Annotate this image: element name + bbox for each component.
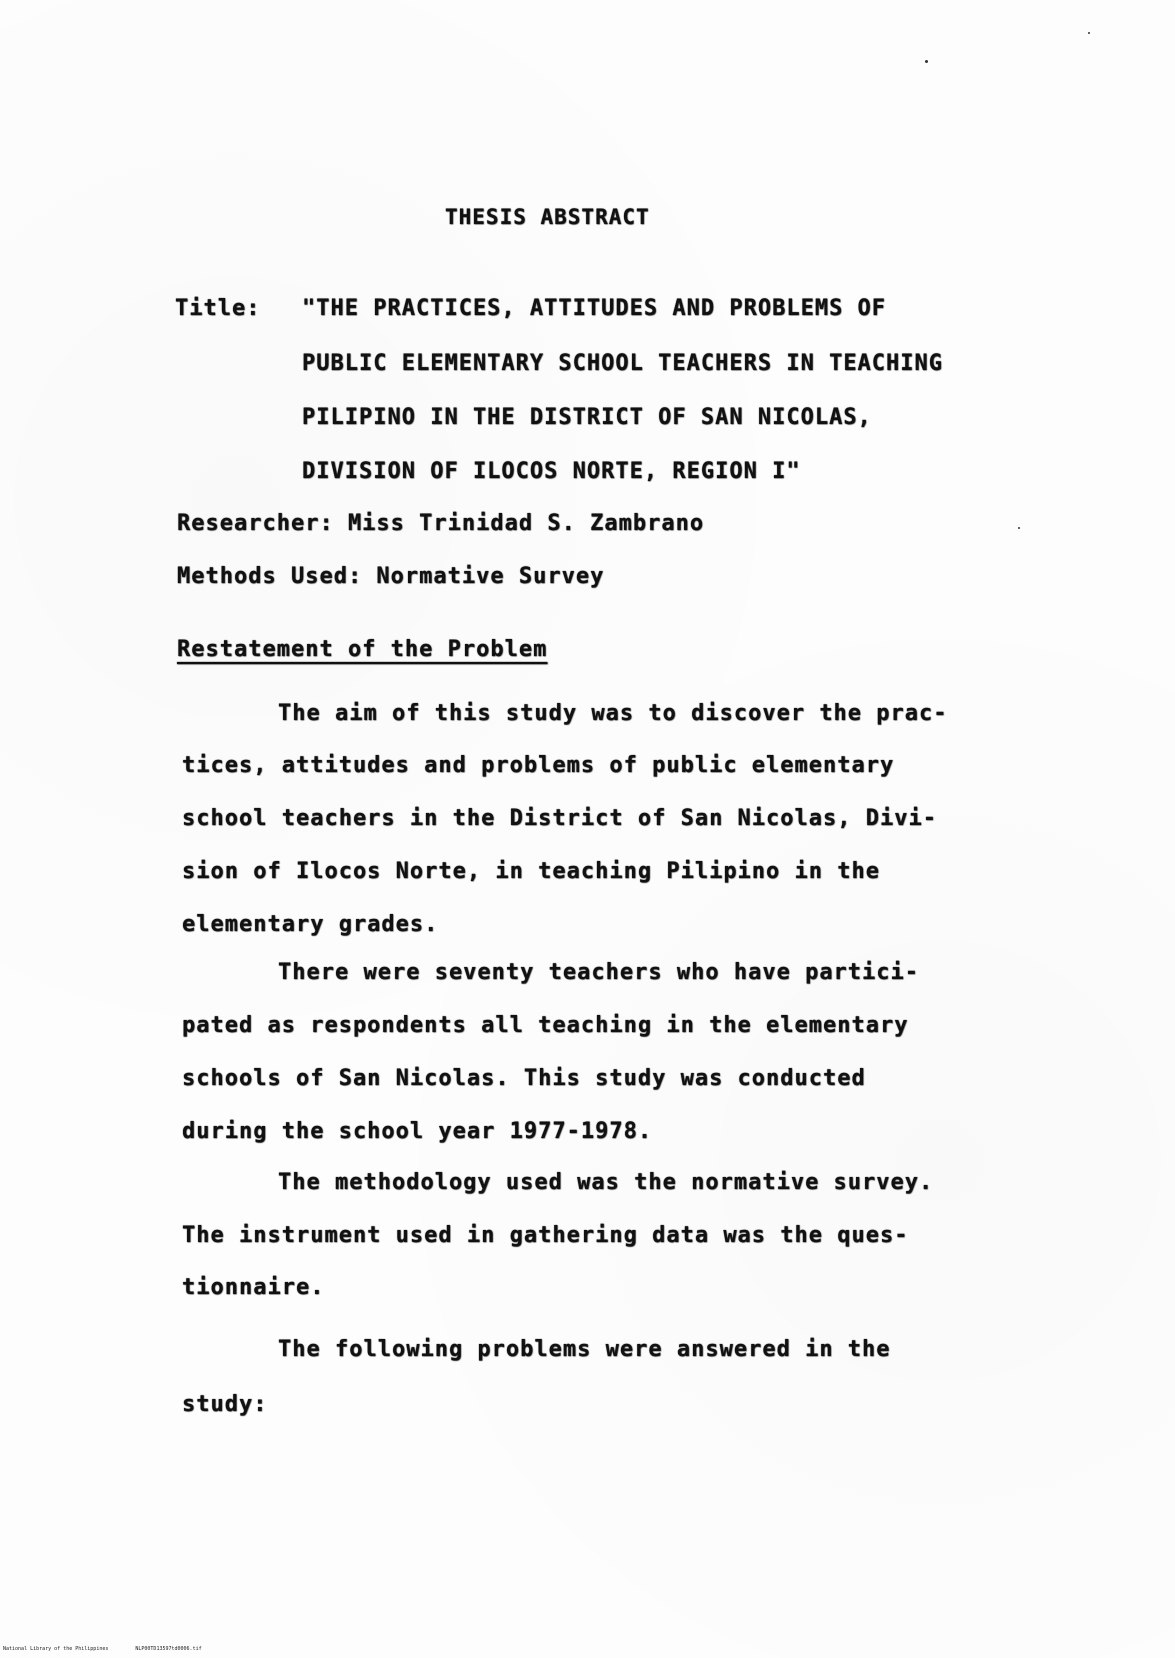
title-line: PUBLIC ELEMENTARY SCHOOL TEACHERS IN TEACHING [302,351,944,376]
paragraph-line: The aim of this study was to discover the prac- [278,701,948,726]
footer-file: NLP00TD13597td0006.tif [135,1646,202,1652]
paragraph-line: elementary grades. [182,912,439,937]
paragraph-line: pated as respondents all teaching in the elementary [182,1013,909,1038]
title-line: PILIPINO IN THE DISTRICT OF SAN NICOLAS, [302,405,872,430]
paragraph-line: There were seventy teachers who have partici- [278,960,920,985]
paragraph-line: school teachers in the District of San Nicolas, Divi- [182,806,937,831]
paragraph-line: The following problems were answered in the [278,1337,891,1362]
title-label: Title: [175,296,261,321]
paragraph-line: The instrument used in gathering data was the ques- [182,1223,909,1248]
section-heading: Restatement of the Problem [177,637,548,662]
scan-speck [1088,32,1090,34]
paragraph-line: The methodology used was the normative survey. [278,1170,934,1195]
scan-speck [1018,527,1020,529]
footer-library: National Library of the Philippines [3,1646,109,1652]
title-line: "THE PRACTICES, ATTITUDES AND PROBLEMS OF [302,296,887,321]
scan-footer [3,1646,226,1652]
researcher-line: Researcher: Miss Trinidad S. Zambrano [177,511,705,536]
methods-line: Methods Used: Normative Survey [177,564,605,589]
paragraph-line: during the school year 1977-1978. [182,1119,653,1144]
document-heading: THESIS ABSTRACT [445,205,650,229]
paragraph-line: schools of San Nicolas. This study was conducted [182,1066,866,1091]
paragraph-line: study: [182,1392,268,1417]
paragraph-line: sion of Ilocos Norte, in teaching Pilipino in the [182,859,881,884]
title-line: DIVISION OF ILOCOS NORTE, REGION I" [302,459,801,484]
scan-speck [925,60,928,63]
paragraph-line: tices, attitudes and problems of public elementary [182,753,895,778]
paragraph-line: tionnaire. [182,1275,325,1300]
